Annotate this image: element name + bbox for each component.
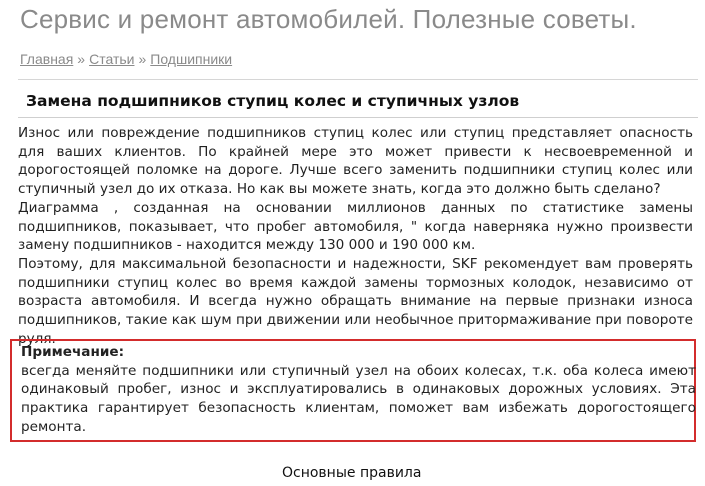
title-divider xyxy=(18,117,698,118)
article-paragraph: Износ или повреждение подшипников ступиц колес или ступиц представляет опасность для ваших клиентов. По крайней мере это может привести к несвоевременной и дорогостоящей поломке на дороге. Лучше всего заменить подшипники ступиц колес или ступичный узел до их отказа. Но как вы можете знать, когда это должно быть сделано? xyxy=(18,125,693,198)
article-paragraph: Поэтому, для максимальной безопасности и надежности, SKF рекомендует вам проверять подшипники ступиц колес во время каждой замены тормозных колодок, независимо от возраста автомобиля. И всегда нужно обращать внимание на первые признаки износа подшипников, такие как шум при движении или необычное притормаживание при повороте руля. xyxy=(18,255,693,347)
section-heading: Основные правила xyxy=(282,465,422,481)
article-body xyxy=(18,124,693,348)
article-title: Замена подшипников ступиц колес и ступичных узлов xyxy=(26,92,520,110)
breadcrumb xyxy=(20,51,232,67)
article-paragraph: Диаграмма , созданная на основании миллионов данных по статистике замены подшипников, показывает, что пробег автомобиля, " когда наверняка нужно произвести замену подшипников - находится между 130 000 и 190 000 км. xyxy=(18,199,693,254)
note-box xyxy=(10,339,696,442)
note-heading: Примечание: xyxy=(21,344,125,360)
breadcrumb-separator: » xyxy=(77,51,86,67)
note-text: всегда меняйте подшипники или ступичный узел на обоих колесах, т.к. оба колеса имеют одинаковый пробег, износ и эксплуатировались в одинаковых дорожных условиях. Эта практика гарантирует безопасность клиентам, поможет вам избежать дорогостоящего ремонта. xyxy=(21,362,696,435)
header-divider xyxy=(18,79,698,80)
breadcrumb-home-link[interactable]: Главная xyxy=(20,51,74,67)
breadcrumb-bearings-link[interactable]: Подшипники xyxy=(150,51,233,67)
site-title: Сервис и ремонт автомобилей. Полезные советы. xyxy=(20,4,637,34)
breadcrumb-articles-link[interactable]: Статьи xyxy=(89,51,135,67)
breadcrumb-separator: » xyxy=(138,51,147,67)
